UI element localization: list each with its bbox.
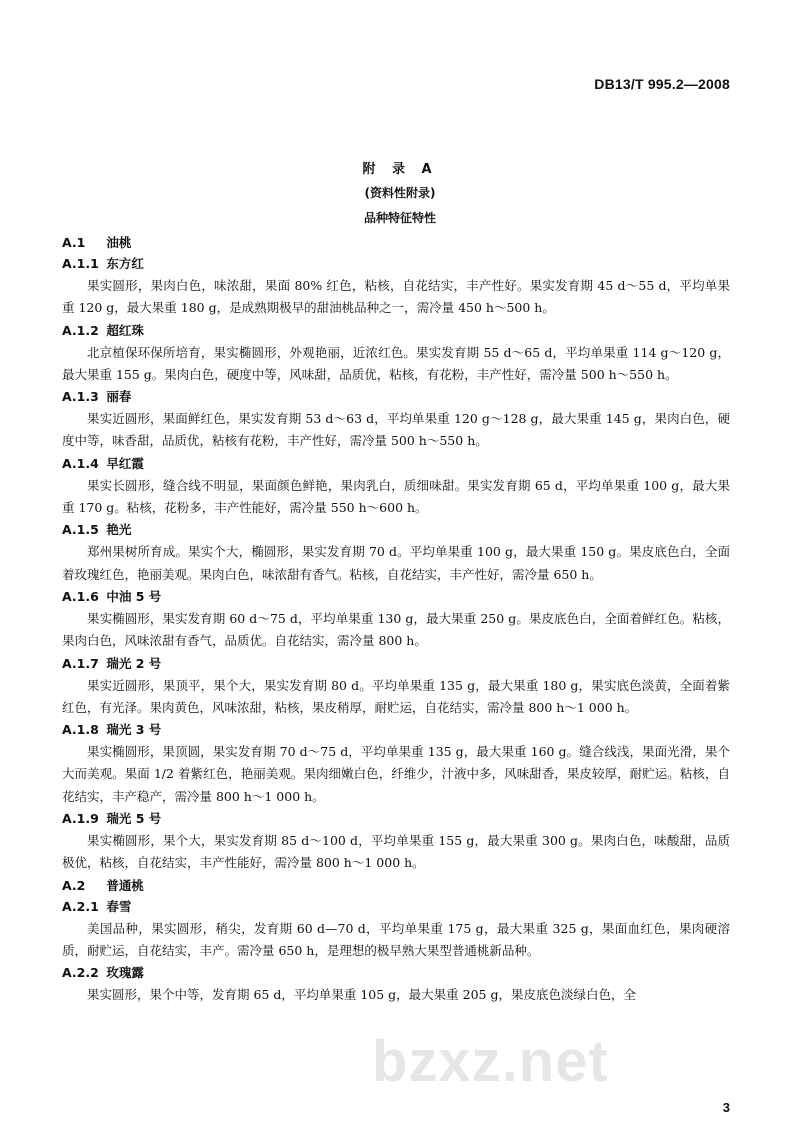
section-number: A.1.5: [62, 522, 99, 538]
section-paragraph: 果实近圆形，果顶平，果个大，果实发育期 80 d。平均单果重 135 g，最大果重 180 g，果实底色淡黄，全面着紫红色，有光泽。果肉黄色，风味浓甜，粘核，果皮稍厚，耐贮运，自花结实，需冷量 800 h～1 000 h。: [62, 677, 730, 715]
section-paragraph: 果实圆形，果个中等，发育期 65 d，平均单果重 105 g，最大果重 205 g，果皮底色淡绿白色，全: [87, 987, 636, 1003]
annex-type: (资料性附录): [364, 186, 436, 200]
section-heading: [62, 454, 730, 473]
document-body: [62, 232, 730, 1008]
section-paragraph: 郑州果树所育成。果实个大，椭圆形，果实发育期 70 d。平均单果重 100 g，最大果重 150 g。果皮底色白，全面着玫瑰红色，艳丽美观。果肉白色，味浓甜有香气。粘核，自花结实，丰产性好，需冷量 650 h。: [62, 544, 730, 582]
section-heading: [62, 321, 730, 340]
section-number: A.1.2: [62, 322, 99, 338]
section-title: 普通桃: [106, 877, 144, 893]
section-number: A.2.2: [62, 965, 99, 981]
section-heading: [62, 809, 730, 828]
annex-name: 品种特征特性: [363, 211, 436, 225]
section-number: A.1.6: [62, 588, 99, 604]
section-heading: [62, 387, 730, 406]
section-heading: [62, 233, 730, 252]
section-number: A.2.1: [62, 898, 99, 914]
section-paragraph: 美国品种，果实圆形，稍尖，发育期 60 d—70 d，平均单果重 175 g，最大果重 325 g，果面血红色，果肉硬溶质，耐贮运，自花结实，丰产。需冷量 650 h，是理想的极早熟大果型普通桃新品种。: [62, 920, 730, 958]
section-paragraph: 果实椭圆形，果顶圆，果实发育期 70 d～75 d，平均单果重 135 g，最大果重 160 g。缝合线浅，果面光滑，果个大而美观。果面 1/2 着紫红色，艳丽美观。果肉细嫩白色，纤维少，汁液中多，风味甜香，果皮较厚，耐贮运。粘核，自花结实，丰产稳产，需冷量 800 h～1 000 h。: [62, 744, 730, 804]
section-heading: [62, 720, 730, 739]
section-heading: [62, 897, 730, 916]
annex-title: 附 录 A: [362, 162, 438, 177]
section-paragraph: 北京植保环保所培育，果实椭圆形，外观艳丽，近浓红色。果实发育期 55 d～65 d，平均单果重 114 g～120 g，最大果重 155 g。果肉白色，硬度中等，风味甜，品质优，粘核，有花粉，丰产性好，需冷量 500 h～550 h。: [62, 344, 730, 382]
standard-code: DB13/T 995.2—2008: [594, 76, 730, 92]
section-paragraph: 果实长圆形，缝合线不明显，果面颜色鲜艳，果肉乳白，质细味甜。果实发育期 65 d，平均单果重 100 g，最大果重 170 g。粘核，花粉多，丰产性能好，需冷量 550 h～600 h。: [62, 477, 730, 516]
section-number: A.1.7: [62, 655, 99, 671]
section-number: A.2: [62, 877, 86, 893]
section-number: A.1.3: [62, 389, 99, 405]
section-heading: [62, 520, 730, 539]
annex-heading: [0, 158, 800, 226]
page-number: 3: [722, 1100, 730, 1115]
section-title: 超红珠: [106, 322, 144, 338]
section-title: 早红霞: [106, 455, 144, 471]
section-title: 瑞光 2 号: [106, 655, 162, 671]
section-title: 瑞光 3 号: [106, 722, 162, 738]
section-title: 艳光: [106, 522, 132, 538]
section-paragraph: 果实圆形，果肉白色，味浓甜，果面 80% 红色，粘核，自花结实，丰产性好。果实发育期 45 d～55 d，平均单果重 120 g，最大果重 180 g，是成熟期极早的甜油桃品种之一，需冷量 450 h～500 h。: [62, 278, 730, 316]
section-title: 玫瑰露: [106, 965, 144, 981]
section-paragraph: 果实椭圆形，果实发育期 60 d～75 d，平均单果重 130 g，最大果重 250 g。果皮底色白，全面着鲜红色。粘核，果肉白色，风味浓甜有香气，品质优。自花结实，需冷量 800 h。: [62, 610, 730, 649]
section-heading: [62, 654, 730, 673]
section-number: A.1.4: [62, 455, 99, 471]
section-heading: [62, 254, 730, 273]
section-paragraph: 果实近圆形，果面鲜红色，果实发育期 53 d～63 d，平均单果重 120 g～128 g，最大果重 145 g，果肉白色，硬度中等，味香甜，品质优，粘核有花粉，丰产性好，需冷量 500 h～550 h。: [62, 411, 730, 449]
section-heading: [62, 587, 730, 606]
section-title: 丽春: [106, 389, 132, 405]
section-heading: [62, 876, 730, 895]
section-title: 油桃: [106, 235, 132, 250]
section-number: A.1.8: [62, 722, 99, 738]
section-title: 中油 5 号: [106, 588, 162, 604]
section-number: A.1.9: [62, 811, 99, 827]
watermark: bzxz.net: [372, 1029, 609, 1094]
section-number: A.1: [62, 235, 86, 250]
section-number: A.1.1: [62, 256, 99, 271]
section-heading: [62, 963, 730, 982]
section-title: 瑞光 5 号: [106, 811, 162, 827]
section-title: 东方红: [106, 256, 144, 271]
section-paragraph: 果实椭圆形，果个大，果实发育期 85 d～100 d，平均单果重 155 g，最大果重 300 g。果肉白色，味酸甜，品质极优，粘核，自花结实，丰产性能好，需冷量 800 h～1 000 h。: [62, 833, 730, 871]
section-title: 春雪: [106, 898, 132, 914]
